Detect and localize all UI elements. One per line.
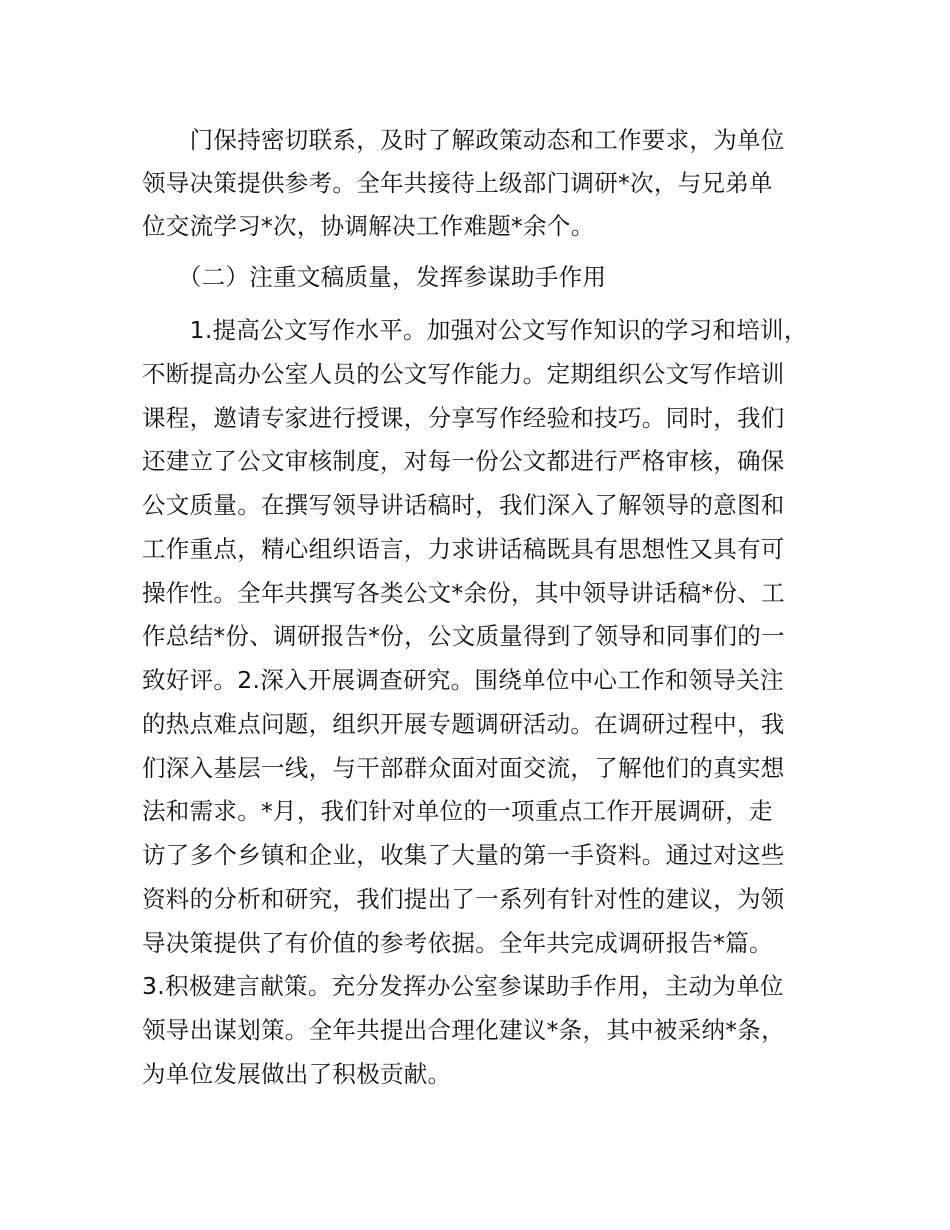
paragraph-line: 领导决策提供参考。全年共接待上级部门调研*次，与兄弟单 xyxy=(142,169,773,197)
paragraph-line: 导决策提供了有价值的参考依据。全年共完成调研报告*篇。 xyxy=(142,929,773,957)
paragraph-line: 们深入基层一线，与干部群众面对面交流，了解他们的真实想 xyxy=(142,754,785,782)
paragraph-line: 公文质量。在撰写领导讲话稿时，我们深入了解领导的意图和 xyxy=(142,491,785,519)
paragraph-line: 还建立了公文审核制度，对每一份公文都进行严格审核，确保 xyxy=(142,447,785,475)
paragraph-line: 门保持密切联系，及时了解政策动态和工作要求，为单位 xyxy=(142,126,785,154)
paragraph-line: 访了多个乡镇和企业，收集了大量的第一手资料。通过对这些 xyxy=(142,841,785,869)
paragraph-line: 作总结*份、调研报告*份，公文质量得到了领导和同事们的一 xyxy=(142,622,785,650)
section-heading: （二）注重文稿质量，发挥参谋助手作用 xyxy=(142,263,607,291)
paragraph-line: 操作性。全年共撰写各类公文*余份，其中领导讲话稿*份、工 xyxy=(142,579,785,607)
paragraph-line: 法和需求。*月，我们针对单位的一项重点工作开展调研，走 xyxy=(142,797,773,825)
paragraph-line: 资料的分析和研究，我们提出了一系列有针对性的建议，为领 xyxy=(142,885,785,913)
paragraph-line: 的热点难点问题，组织开展专题调研活动。在调研过程中，我 xyxy=(142,710,785,738)
paragraph-line: 工作重点，精心组织语言，力求讲话稿既具有思想性又具有可 xyxy=(142,535,785,563)
paragraph-line: 3.积极建言献策。充分发挥办公室参谋助手作用，主动为单位 xyxy=(142,972,784,1000)
paragraph-line: 位交流学习*次，协调解决工作难题*余个。 xyxy=(142,212,595,240)
paragraph-line: 致好评。2.深入开展调查研究。围绕单位中心工作和领导关注 xyxy=(142,666,784,694)
paragraph-line: 不断提高办公室人员的公文写作能力。定期组织公文写作培训 xyxy=(142,360,785,388)
paragraph-line: 为单位发展做出了积极贡献。 xyxy=(142,1060,452,1088)
paragraph-line: 课程，邀请专家进行授课，分享写作经验和技巧。同时，我们 xyxy=(142,404,785,432)
paragraph-line: 1.提高公文写作水平。加强对公文写作知识的学习和培训， xyxy=(142,316,808,344)
paragraph-line: 领导出谋划策。全年共提出合理化建议*条，其中被采纳*条， xyxy=(142,1016,785,1044)
